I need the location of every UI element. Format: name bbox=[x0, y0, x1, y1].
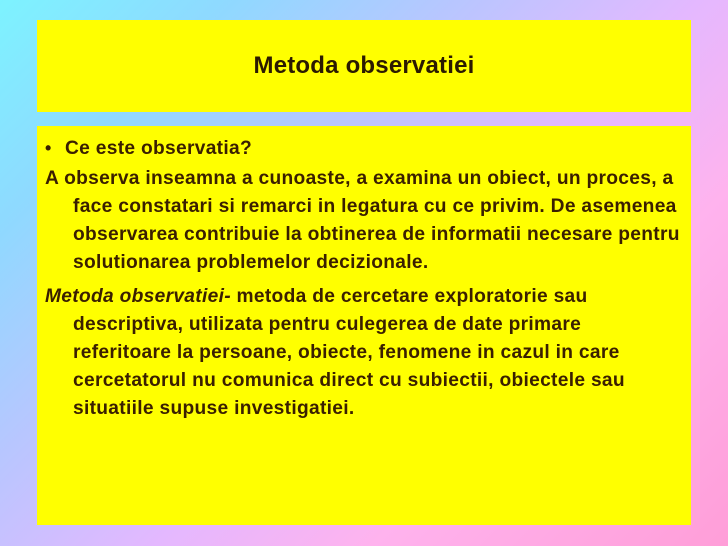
bullet-text: Ce este observatia? bbox=[65, 138, 252, 159]
definition-paragraph: A observa inseamna a cunoaste, a examina un obiect, un proces, a face constatari si remarci in legatura cu ce privim. De asemenea observarea contribuie la obtinerea de informatii necesare pentru solutionarea problemelor decizionale. bbox=[45, 168, 680, 273]
bullet-item bbox=[45, 134, 683, 163]
slide-title: Metoda observatiei bbox=[253, 52, 475, 79]
title-panel bbox=[37, 20, 691, 112]
method-description: metoda de cercetare exploratorie sau descriptiva, utilizata pentru culegerea de date primare referitoare la persoane, obiecte, fenomene in cazul in care cercetatorul nu comunica direct cu subiectii, obiectele sau situatiile supuse investigatiei. bbox=[73, 286, 625, 419]
method-term: Metoda observatiei- bbox=[45, 286, 231, 307]
bullet-marker: • bbox=[45, 138, 52, 158]
method-paragraph bbox=[45, 283, 683, 423]
content-panel bbox=[37, 126, 691, 525]
